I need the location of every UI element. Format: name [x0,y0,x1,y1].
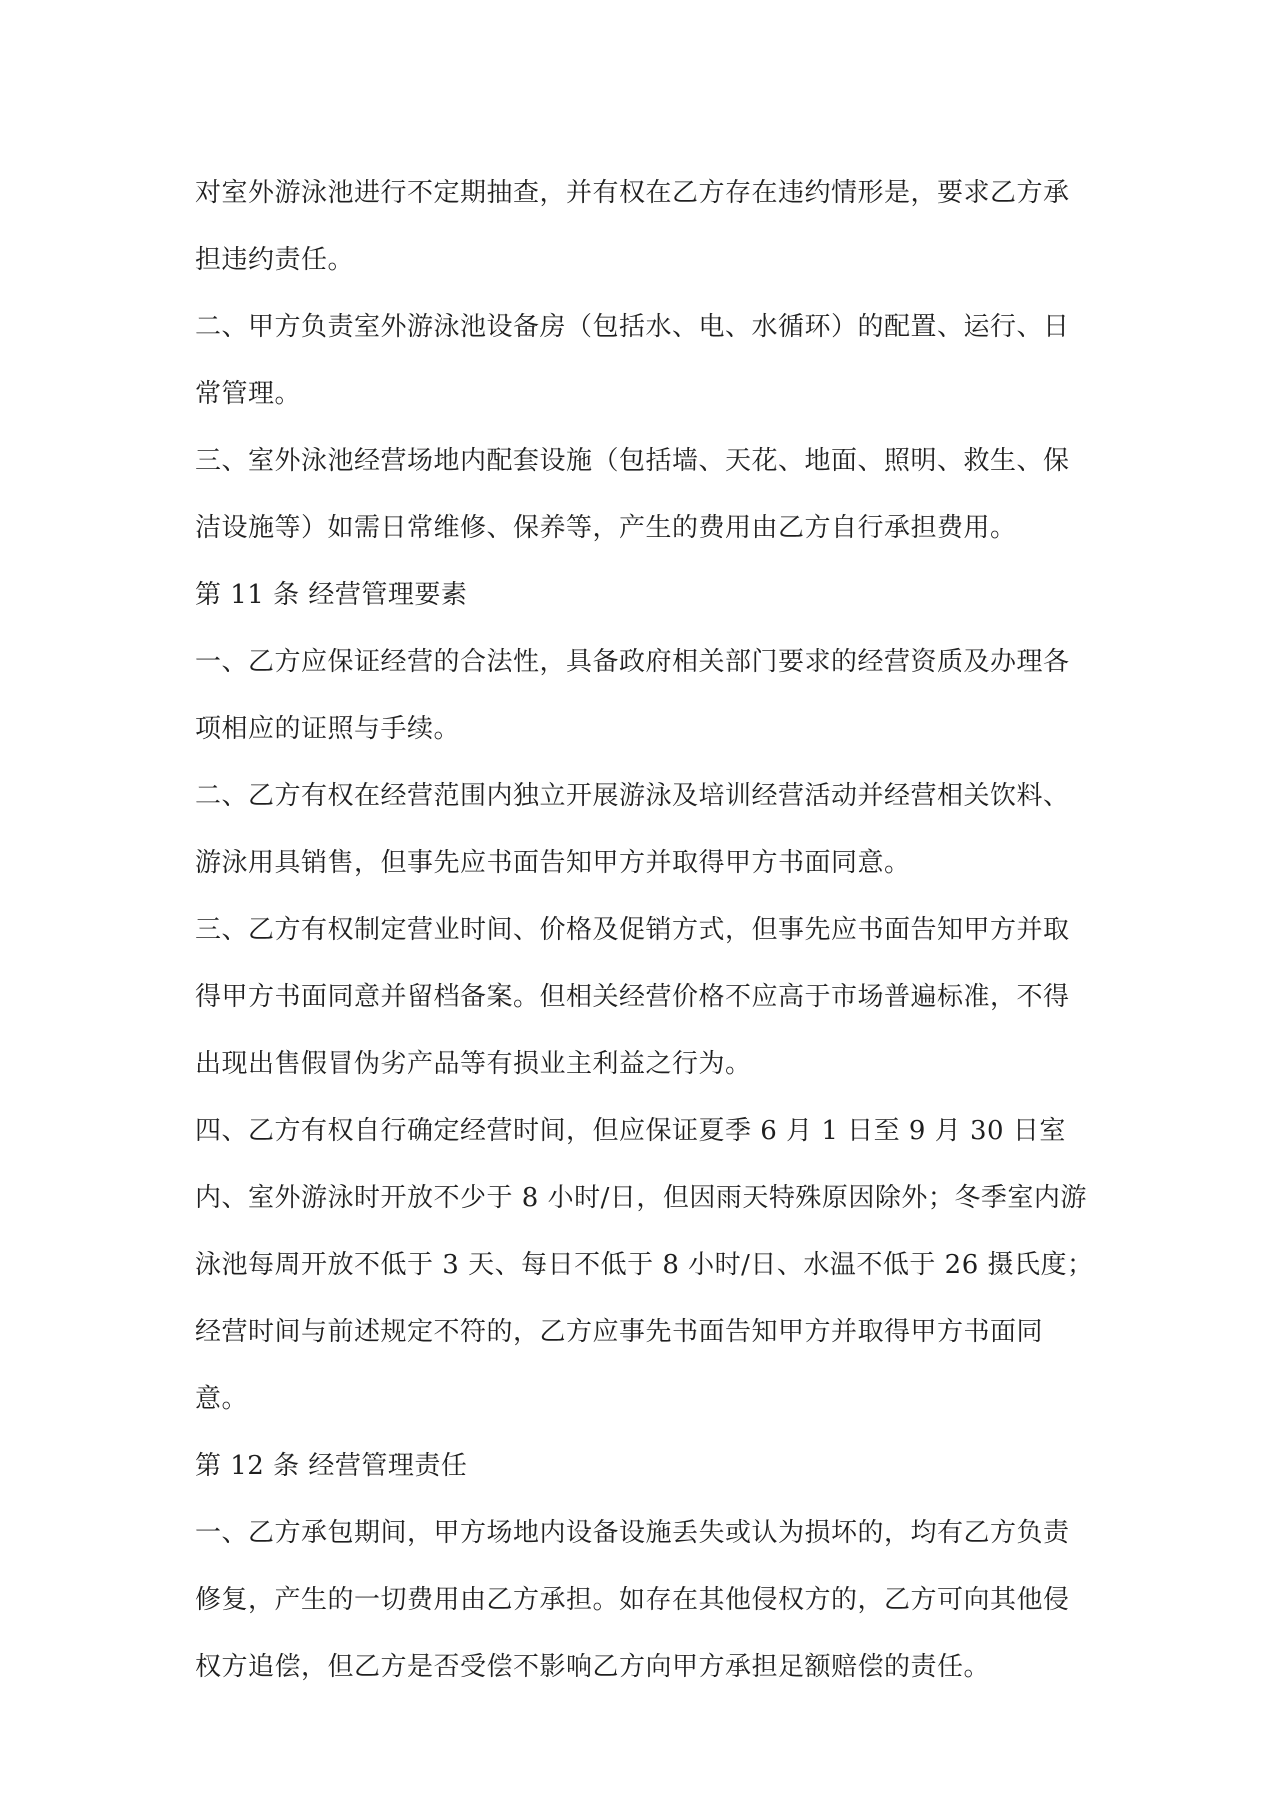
paragraph-facilities-maintenance: 三、室外泳池经营场地内配套设施（包括墙、天花、地面、照明、救生、保洁设施等）如需日常维修、保养等，产生的费用由乙方自行承担费用。 [195,446,1070,543]
heading-article-12: 第 12 条 经营管理责任 [195,1451,468,1481]
paragraph-legality: 一、乙方应保证经营的合法性，具备政府相关部门要求的经营资质及办理各项相应的证照与手续。 [195,647,1070,744]
paragraph-opening-hours: 四、乙方有权自行确定经营时间，但应保证夏季 6 月 1 日至 9 月 30 日室内、室外游泳时开放不少于 8 小时/日，但因雨天特殊原因除外；冬季室内游泳池每周开放不低于 3 天、每日不低于 8 小时/日、水温不低于 26 摄氏度；经营时间与前述规定不符的，乙方应事先书面告知甲方并取得甲方书面同意。 [195,1116,1094,1414]
document-body [195,160,1095,1701]
paragraph-business-scope: 二、乙方有权在经营范围内独立开展游泳及培训经营活动并经营相关饮料、游泳用具销售，但事先应书面告知甲方并取得甲方书面同意。 [195,781,1070,878]
paragraph-inspection-clause: 对室外游泳池进行不定期抽查，并有权在乙方存在违约情形是，要求乙方承担违约责任。 [195,178,1070,275]
heading-article-11: 第 11 条 经营管理要素 [195,580,468,610]
paragraph-pricing: 三、乙方有权制定营业时间、价格及促销方式，但事先应书面告知甲方并取得甲方书面同意并留档备案。但相关经营价格不应高于市场普遍标准，不得出现出售假冒伪劣产品等有损业主利益之行为。 [195,915,1070,1079]
paragraph-equipment-room: 二、甲方负责室外游泳池设备房（包括水、电、水循环）的配置、运行、日常管理。 [195,312,1070,409]
paragraph-damage-liability: 一、乙方承包期间，甲方场地内设备设施丢失或认为损坏的，均有乙方负责修复，产生的一切费用由乙方承担。如存在其他侵权方的，乙方可向其他侵权方追偿，但乙方是否受偿不影响乙方向甲方承担足额赔偿的责任。 [195,1518,1070,1682]
